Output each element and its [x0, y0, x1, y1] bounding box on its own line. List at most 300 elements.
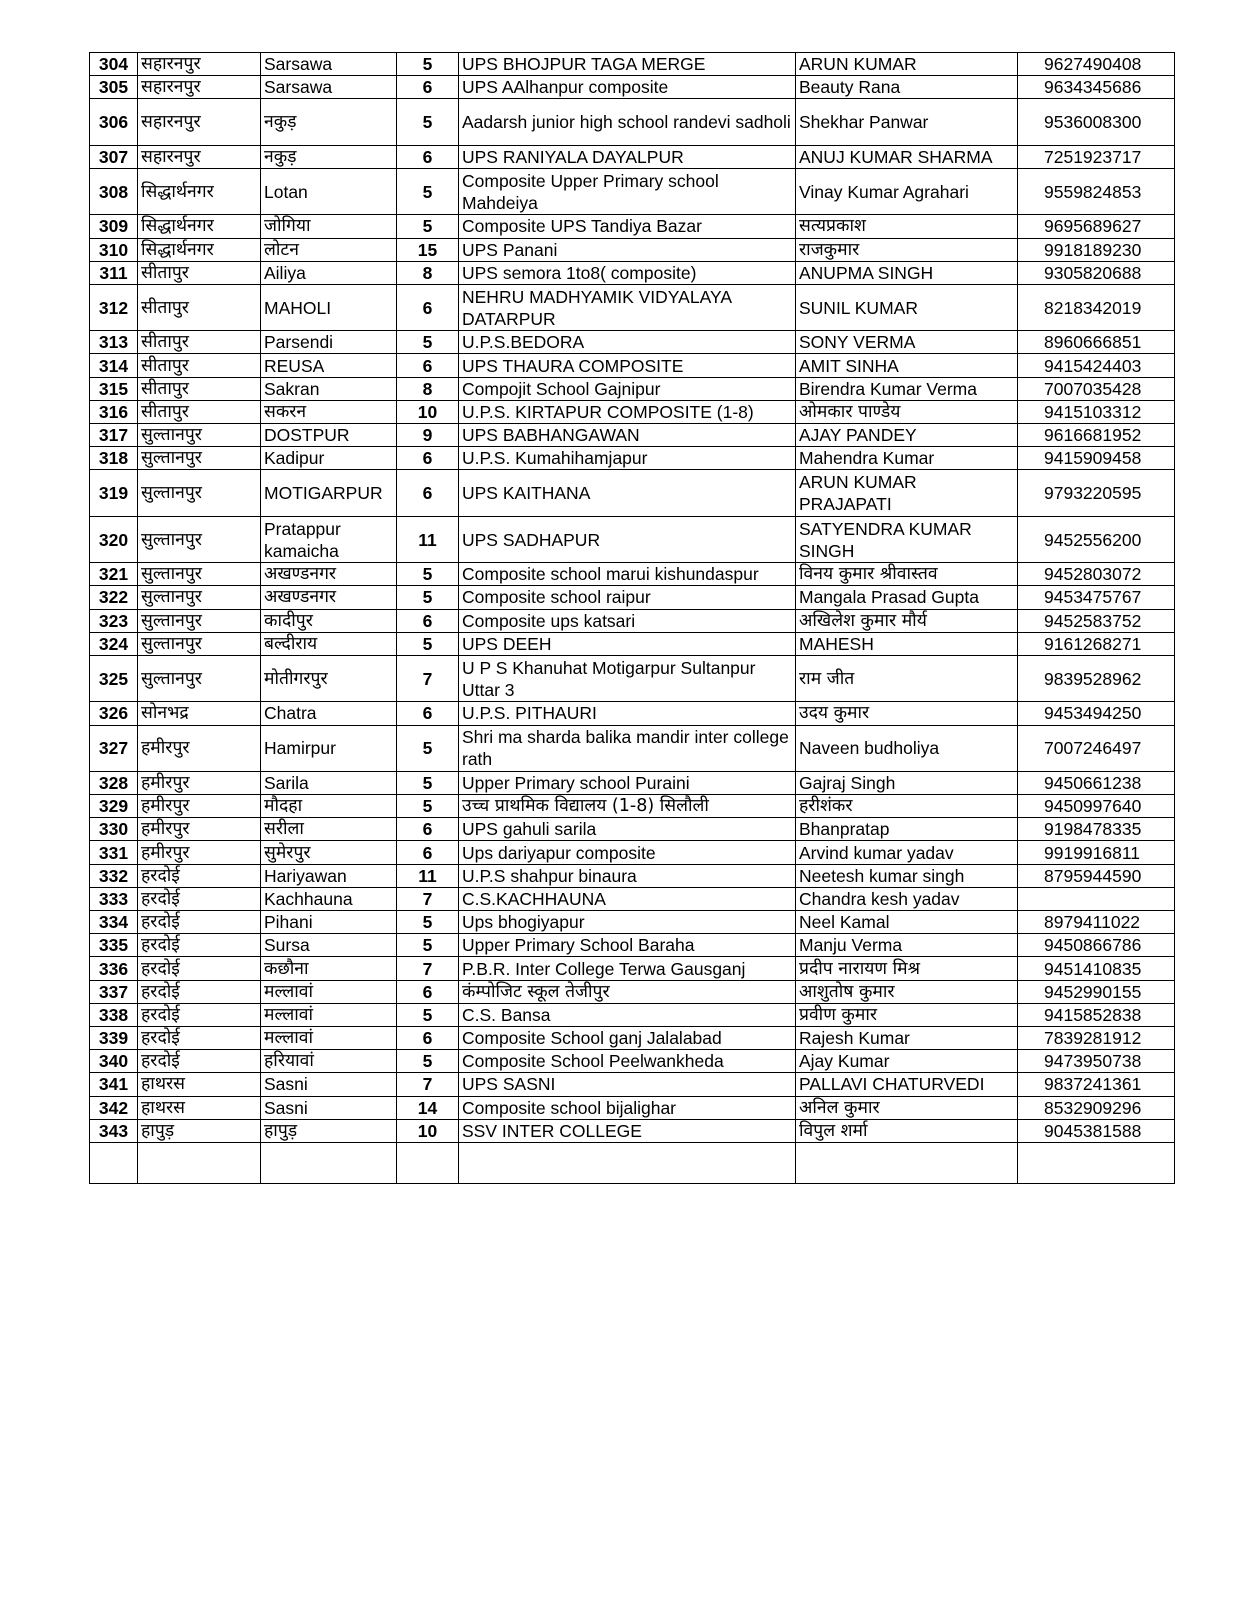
table-row [90, 702, 1175, 725]
serial-number-cell: 340 [90, 1050, 138, 1073]
serial-number-cell: 317 [90, 424, 138, 447]
serial-number-cell: 338 [90, 1003, 138, 1026]
count-cell: 5 [397, 771, 459, 794]
district-cell: हरदोई [138, 980, 261, 1003]
mobile-number-cell: 9450661238 [1018, 771, 1175, 794]
school-name-cell: UPS THAURA COMPOSITE [459, 354, 796, 377]
district-cell: सुल्तानपुर [138, 609, 261, 632]
mobile-number-cell: 9452990155 [1018, 980, 1175, 1003]
contact-name-cell: प्रवीण कुमार [796, 1003, 1018, 1026]
district-cell: सुल्तानपुर [138, 447, 261, 470]
block-cell: सरीला [261, 818, 397, 841]
contact-name-cell: Chandra kesh yadav [796, 887, 1018, 910]
district-cell: हरदोई [138, 934, 261, 957]
count-cell: 9 [397, 424, 459, 447]
count-cell: 10 [397, 1119, 459, 1142]
district-cell: सुल्तानपुर [138, 632, 261, 655]
contact-name-cell: Rajesh Kumar [796, 1026, 1018, 1049]
serial-number-cell: 310 [90, 238, 138, 261]
block-cell: मल्लावां [261, 1026, 397, 1049]
table-row [90, 261, 1175, 284]
district-cell: सुल्तानपुर [138, 586, 261, 609]
table-row [90, 655, 1175, 701]
serial-number-cell: 323 [90, 609, 138, 632]
empty-cell [796, 1142, 1018, 1183]
block-cell: सकरन [261, 400, 397, 423]
school-name-cell: U P S Khanuhat Motigarpur Sultanpur Uttar 3 [459, 655, 796, 701]
empty-cell [397, 1142, 459, 1183]
district-cell: हमीरपुर [138, 818, 261, 841]
school-name-cell: U.P.S.BEDORA [459, 331, 796, 354]
count-cell: 7 [397, 655, 459, 701]
empty-cell [261, 1142, 397, 1183]
count-cell: 5 [397, 215, 459, 238]
district-cell: हरदोई [138, 1026, 261, 1049]
serial-number-cell: 334 [90, 911, 138, 934]
mobile-number-cell: 9919916811 [1018, 841, 1175, 864]
count-cell: 5 [397, 563, 459, 586]
contact-name-cell: AMIT SINHA [796, 354, 1018, 377]
table-row [90, 771, 1175, 794]
mobile-number-cell: 9453494250 [1018, 702, 1175, 725]
count-cell: 6 [397, 76, 459, 99]
contact-name-cell: SONY VERMA [796, 331, 1018, 354]
contact-name-cell: ARUN KUMAR PRAJAPATI [796, 470, 1018, 516]
block-cell: Hariyawan [261, 864, 397, 887]
school-name-cell: Shri ma sharda balika mandir inter college rath [459, 725, 796, 771]
table-row [90, 841, 1175, 864]
contact-name-cell: उदय कुमार [796, 702, 1018, 725]
mobile-number-cell: 9415424403 [1018, 354, 1175, 377]
school-name-cell: UPS SASNI [459, 1073, 796, 1096]
count-cell: 6 [397, 841, 459, 864]
serial-number-cell: 341 [90, 1073, 138, 1096]
block-cell: नकुड़ [261, 145, 397, 168]
count-cell: 5 [397, 1050, 459, 1073]
serial-number-cell: 339 [90, 1026, 138, 1049]
count-cell: 8 [397, 261, 459, 284]
school-name-cell: Ups bhogiyapur [459, 911, 796, 934]
block-cell: Pihani [261, 911, 397, 934]
school-name-cell: Composite School ganj Jalalabad [459, 1026, 796, 1049]
district-cell: सहारनपुर [138, 53, 261, 76]
table-row [90, 795, 1175, 818]
count-cell: 7 [397, 957, 459, 980]
table-row [90, 424, 1175, 447]
block-cell: सुमेरपुर [261, 841, 397, 864]
table-row [90, 215, 1175, 238]
table-row [90, 99, 1175, 145]
district-cell: सुल्तानपुर [138, 655, 261, 701]
table-row [90, 331, 1175, 354]
count-cell: 5 [397, 331, 459, 354]
contact-name-cell: विपुल शर्मा [796, 1119, 1018, 1142]
mobile-number-cell: 7007035428 [1018, 377, 1175, 400]
block-cell: MAHOLI [261, 284, 397, 330]
district-cell: सिद्धार्थनगर [138, 238, 261, 261]
count-cell: 6 [397, 702, 459, 725]
school-name-cell: उच्च प्राथमिक विद्यालय (1-8) सिलौली [459, 795, 796, 818]
count-cell: 5 [397, 795, 459, 818]
block-cell: Kadipur [261, 447, 397, 470]
mobile-number-cell: 8218342019 [1018, 284, 1175, 330]
mobile-number-cell: 9045381588 [1018, 1119, 1175, 1142]
serial-number-cell: 308 [90, 168, 138, 214]
block-cell: जोगिया [261, 215, 397, 238]
district-cell: सुल्तानपुर [138, 424, 261, 447]
school-name-cell: Composite school marui kishundaspur [459, 563, 796, 586]
serial-number-cell: 312 [90, 284, 138, 330]
block-cell: REUSA [261, 354, 397, 377]
school-name-cell: Compojit School Gajnipur [459, 377, 796, 400]
serial-number-cell: 343 [90, 1119, 138, 1142]
table-row [90, 887, 1175, 910]
block-cell: Ailiya [261, 261, 397, 284]
district-cell: हरदोई [138, 1050, 261, 1073]
district-cell: हमीरपुर [138, 795, 261, 818]
contact-name-cell: SUNIL KUMAR [796, 284, 1018, 330]
count-cell: 15 [397, 238, 459, 261]
mobile-number-cell: 9616681952 [1018, 424, 1175, 447]
school-name-cell: Composite UPS Tandiya Bazar [459, 215, 796, 238]
school-name-cell: U.P.S. KIRTAPUR COMPOSITE (1-8) [459, 400, 796, 423]
serial-number-cell: 305 [90, 76, 138, 99]
mobile-number-cell: 9198478335 [1018, 818, 1175, 841]
contact-name-cell: Bhanpratap [796, 818, 1018, 841]
table-row [90, 1073, 1175, 1096]
serial-number-cell: 304 [90, 53, 138, 76]
count-cell: 5 [397, 911, 459, 934]
contact-name-cell: Mangala Prasad Gupta [796, 586, 1018, 609]
serial-number-cell: 332 [90, 864, 138, 887]
serial-number-cell: 316 [90, 400, 138, 423]
contact-name-cell: Gajraj Singh [796, 771, 1018, 794]
school-name-cell: UPS semora 1to8( composite) [459, 261, 796, 284]
district-cell: सीतापुर [138, 354, 261, 377]
table-row [90, 957, 1175, 980]
district-cell: सहारनपुर [138, 145, 261, 168]
count-cell: 6 [397, 980, 459, 1003]
block-cell: Hamirpur [261, 725, 397, 771]
count-cell: 5 [397, 168, 459, 214]
contact-name-cell: Ajay Kumar [796, 1050, 1018, 1073]
mobile-number-cell: 9452556200 [1018, 516, 1175, 562]
school-name-cell: UPS SADHAPUR [459, 516, 796, 562]
count-cell: 5 [397, 99, 459, 145]
count-cell: 11 [397, 516, 459, 562]
table-row [90, 864, 1175, 887]
contact-name-cell: अनिल कुमार [796, 1096, 1018, 1119]
mobile-number-cell: 9453475767 [1018, 586, 1175, 609]
serial-number-cell: 313 [90, 331, 138, 354]
school-contact-table [89, 52, 1175, 1184]
block-cell: नकुड़ [261, 99, 397, 145]
mobile-number-cell: 9415852838 [1018, 1003, 1175, 1026]
table-row [90, 911, 1175, 934]
contact-name-cell: अखिलेश कुमार मौर्य [796, 609, 1018, 632]
mobile-number-cell [1018, 887, 1175, 910]
mobile-number-cell: 9450997640 [1018, 795, 1175, 818]
contact-name-cell: AJAY PANDEY [796, 424, 1018, 447]
school-name-cell: UPS BABHANGAWAN [459, 424, 796, 447]
school-name-cell: Upper Primary School Baraha [459, 934, 796, 957]
table-row [90, 447, 1175, 470]
contact-name-cell: Neetesh kumar singh [796, 864, 1018, 887]
block-cell: Kachhauna [261, 887, 397, 910]
district-cell: सिद्धार्थनगर [138, 215, 261, 238]
serial-number-cell: 331 [90, 841, 138, 864]
table-row [90, 284, 1175, 330]
block-cell: Lotan [261, 168, 397, 214]
school-name-cell: Composite Upper Primary school Mahdeiya [459, 168, 796, 214]
block-cell: Sarsawa [261, 53, 397, 76]
school-name-cell: C.S. Bansa [459, 1003, 796, 1026]
count-cell: 5 [397, 53, 459, 76]
table-row [90, 354, 1175, 377]
school-name-cell: SSV INTER COLLEGE [459, 1119, 796, 1142]
table-row [90, 934, 1175, 957]
school-name-cell: P.B.R. Inter College Terwa Gausganj [459, 957, 796, 980]
count-cell: 5 [397, 934, 459, 957]
district-cell: सीतापुर [138, 400, 261, 423]
block-cell: Chatra [261, 702, 397, 725]
mobile-number-cell: 7251923717 [1018, 145, 1175, 168]
table-row [90, 818, 1175, 841]
count-cell: 5 [397, 725, 459, 771]
district-cell: हरदोई [138, 1003, 261, 1026]
count-cell: 6 [397, 354, 459, 377]
count-cell: 5 [397, 632, 459, 655]
contact-name-cell: Birendra Kumar Verma [796, 377, 1018, 400]
block-cell: मल्लावां [261, 980, 397, 1003]
mobile-number-cell: 9452803072 [1018, 563, 1175, 586]
contact-name-cell: Naveen budholiya [796, 725, 1018, 771]
table-row [90, 1119, 1175, 1142]
table-row [90, 145, 1175, 168]
contact-name-cell: Mahendra Kumar [796, 447, 1018, 470]
block-cell: लोटन [261, 238, 397, 261]
block-cell: Sakran [261, 377, 397, 400]
table-row [90, 470, 1175, 516]
serial-number-cell: 319 [90, 470, 138, 516]
table-row [90, 609, 1175, 632]
school-name-cell: Composite school bijalighar [459, 1096, 796, 1119]
mobile-number-cell: 9161268271 [1018, 632, 1175, 655]
school-name-cell: UPS RANIYALA DAYALPUR [459, 145, 796, 168]
district-cell: सीतापुर [138, 331, 261, 354]
district-cell: सीतापुर [138, 377, 261, 400]
school-name-cell: Aadarsh junior high school randevi sadholi [459, 99, 796, 145]
contact-name-cell: सत्यप्रकाश [796, 215, 1018, 238]
district-cell: हमीरपुर [138, 771, 261, 794]
block-cell: Pratappur kamaicha [261, 516, 397, 562]
contact-name-cell: MAHESH [796, 632, 1018, 655]
school-name-cell: Composite School Peelwankheda [459, 1050, 796, 1073]
contact-name-cell: Beauty Rana [796, 76, 1018, 99]
serial-number-cell: 309 [90, 215, 138, 238]
count-cell: 11 [397, 864, 459, 887]
mobile-number-cell: 9450866786 [1018, 934, 1175, 957]
block-cell: DOSTPUR [261, 424, 397, 447]
mobile-number-cell: 9839528962 [1018, 655, 1175, 701]
block-cell: अखण्डनगर [261, 586, 397, 609]
empty-cell [1018, 1142, 1175, 1183]
district-cell: हमीरपुर [138, 725, 261, 771]
contact-name-cell: राजकुमार [796, 238, 1018, 261]
contact-name-cell: ANUJ KUMAR SHARMA [796, 145, 1018, 168]
district-cell: सीतापुर [138, 261, 261, 284]
serial-number-cell: 315 [90, 377, 138, 400]
block-cell: MOTIGARPUR [261, 470, 397, 516]
mobile-number-cell: 9837241361 [1018, 1073, 1175, 1096]
empty-cell [138, 1142, 261, 1183]
district-cell: सुल्तानपुर [138, 563, 261, 586]
block-cell: मौदहा [261, 795, 397, 818]
school-name-cell: Ups dariyapur composite [459, 841, 796, 864]
block-cell: Parsendi [261, 331, 397, 354]
serial-number-cell: 311 [90, 261, 138, 284]
mobile-number-cell: 9415103312 [1018, 400, 1175, 423]
table-row [90, 400, 1175, 423]
contact-name-cell: ओमकार पाण्डेय [796, 400, 1018, 423]
count-cell: 6 [397, 145, 459, 168]
block-cell: बल्दीराय [261, 632, 397, 655]
block-cell: Sursa [261, 934, 397, 957]
table-row [90, 377, 1175, 400]
serial-number-cell: 330 [90, 818, 138, 841]
count-cell: 6 [397, 609, 459, 632]
count-cell: 6 [397, 1026, 459, 1049]
mobile-number-cell: 8532909296 [1018, 1096, 1175, 1119]
district-cell: हाथरस [138, 1096, 261, 1119]
serial-number-cell: 327 [90, 725, 138, 771]
serial-number-cell: 306 [90, 99, 138, 145]
serial-number-cell: 314 [90, 354, 138, 377]
empty-cell [90, 1142, 138, 1183]
table-row [90, 632, 1175, 655]
serial-number-cell: 307 [90, 145, 138, 168]
serial-number-cell: 325 [90, 655, 138, 701]
school-name-cell: UPS BHOJPUR TAGA MERGE [459, 53, 796, 76]
school-name-cell: Composite school raipur [459, 586, 796, 609]
count-cell: 6 [397, 447, 459, 470]
contact-name-cell: विनय कुमार श्रीवास्तव [796, 563, 1018, 586]
block-cell: हापुड़ [261, 1119, 397, 1142]
mobile-number-cell: 9634345686 [1018, 76, 1175, 99]
table-row [90, 1050, 1175, 1073]
contact-name-cell: Neel Kamal [796, 911, 1018, 934]
district-cell: सहारनपुर [138, 76, 261, 99]
table-row [90, 563, 1175, 586]
contact-name-cell: ANUPMA SINGH [796, 261, 1018, 284]
table-row [90, 1003, 1175, 1026]
school-name-cell: Upper Primary school Puraini [459, 771, 796, 794]
table-row [90, 1096, 1175, 1119]
district-cell: सोनभद्र [138, 702, 261, 725]
mobile-number-cell: 8960666851 [1018, 331, 1175, 354]
table-row [90, 725, 1175, 771]
serial-number-cell: 321 [90, 563, 138, 586]
mobile-number-cell: 7839281912 [1018, 1026, 1175, 1049]
serial-number-cell: 326 [90, 702, 138, 725]
school-name-cell: U.P.S. PITHAURI [459, 702, 796, 725]
serial-number-cell: 320 [90, 516, 138, 562]
school-name-cell: UPS AAlhanpur composite [459, 76, 796, 99]
serial-number-cell: 322 [90, 586, 138, 609]
mobile-number-cell: 9793220595 [1018, 470, 1175, 516]
mobile-number-cell: 9536008300 [1018, 99, 1175, 145]
school-name-cell: UPS KAITHANA [459, 470, 796, 516]
count-cell: 7 [397, 887, 459, 910]
block-cell: कछौना [261, 957, 397, 980]
contact-name-cell: प्रदीप नारायण मिश्र [796, 957, 1018, 980]
mobile-number-cell: 8795944590 [1018, 864, 1175, 887]
table-row [90, 516, 1175, 562]
count-cell: 5 [397, 586, 459, 609]
mobile-number-cell: 9415909458 [1018, 447, 1175, 470]
district-cell: सिद्धार्थनगर [138, 168, 261, 214]
block-cell: हरियावां [261, 1050, 397, 1073]
district-cell: हापुड़ [138, 1119, 261, 1142]
contact-name-cell: SATYENDRA KUMAR SINGH [796, 516, 1018, 562]
school-name-cell: Composite ups katsari [459, 609, 796, 632]
empty-table-row [90, 1142, 1175, 1183]
contact-name-cell: आशुतोष कुमार [796, 980, 1018, 1003]
table-row [90, 980, 1175, 1003]
mobile-number-cell: 9627490408 [1018, 53, 1175, 76]
serial-number-cell: 333 [90, 887, 138, 910]
table-row [90, 586, 1175, 609]
district-cell: सीतापुर [138, 284, 261, 330]
district-cell: हरदोई [138, 864, 261, 887]
block-cell: Sasni [261, 1096, 397, 1119]
school-name-cell: C.S.KACHHAUNA [459, 887, 796, 910]
serial-number-cell: 328 [90, 771, 138, 794]
contact-name-cell: Manju Verma [796, 934, 1018, 957]
serial-number-cell: 324 [90, 632, 138, 655]
mobile-number-cell: 9918189230 [1018, 238, 1175, 261]
block-cell: कादीपुर [261, 609, 397, 632]
school-name-cell: NEHRU MADHYAMIK VIDYALAYA DATARPUR [459, 284, 796, 330]
table-row [90, 168, 1175, 214]
contact-name-cell: ARUN KUMAR [796, 53, 1018, 76]
district-cell: हमीरपुर [138, 841, 261, 864]
serial-number-cell: 342 [90, 1096, 138, 1119]
mobile-number-cell: 7007246497 [1018, 725, 1175, 771]
mobile-number-cell: 9452583752 [1018, 609, 1175, 632]
mobile-number-cell: 9695689627 [1018, 215, 1175, 238]
contact-name-cell: हरीशंकर [796, 795, 1018, 818]
serial-number-cell: 335 [90, 934, 138, 957]
contact-name-cell: Arvind kumar yadav [796, 841, 1018, 864]
contact-name-cell: PALLAVI CHATURVEDI [796, 1073, 1018, 1096]
empty-cell [459, 1142, 796, 1183]
block-cell: मोतीगरपुर [261, 655, 397, 701]
count-cell: 10 [397, 400, 459, 423]
table-row [90, 1026, 1175, 1049]
table-row [90, 238, 1175, 261]
mobile-number-cell: 9559824853 [1018, 168, 1175, 214]
count-cell: 6 [397, 470, 459, 516]
count-cell: 5 [397, 1003, 459, 1026]
district-cell: सुल्तानपुर [138, 516, 261, 562]
block-cell: Sarila [261, 771, 397, 794]
contact-name-cell: Vinay Kumar Agrahari [796, 168, 1018, 214]
count-cell: 6 [397, 284, 459, 330]
mobile-number-cell: 8979411022 [1018, 911, 1175, 934]
block-cell: मल्लावां [261, 1003, 397, 1026]
school-name-cell: UPS Panani [459, 238, 796, 261]
